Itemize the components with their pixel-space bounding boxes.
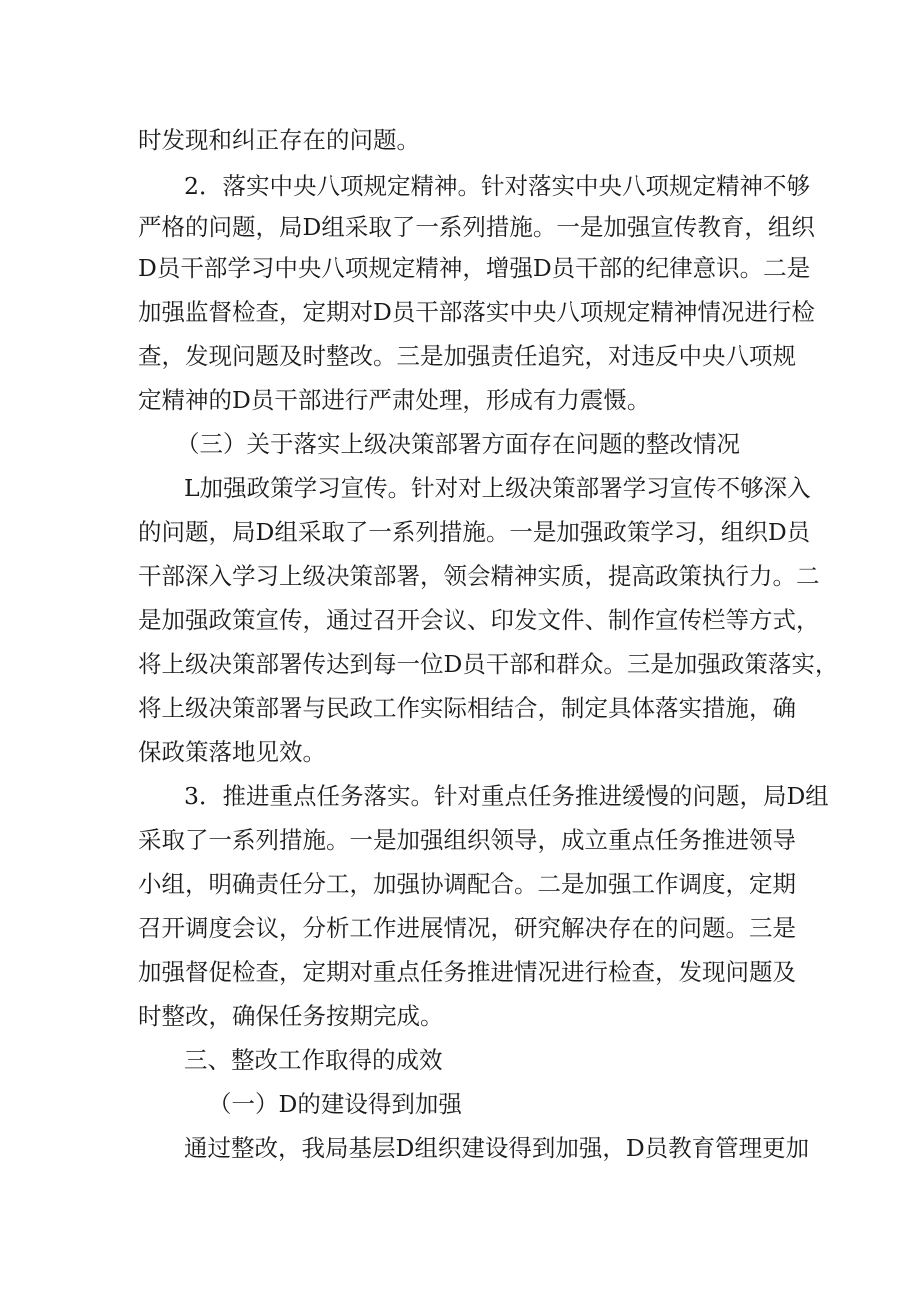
paragraph-line: 将上级决策部署传达到每一位D员干部和群众。三是加强政策落实， bbox=[138, 650, 839, 678]
paragraph-line: 召开调度会议，分析工作进展情况，研究解决存在的问题。三是 bbox=[138, 914, 796, 942]
paragraph-line: 3．推进重点任务落实。针对重点任务推进缓慢的问题，局D组 bbox=[184, 782, 829, 810]
paragraph-line: 时发现和纠正存在的问题。 bbox=[138, 126, 420, 154]
section-heading: 三、整改工作取得的成效 bbox=[184, 1046, 443, 1074]
paragraph-line: 是加强政策宣传，通过召开会议、印发文件、制作宣传栏等方式， bbox=[138, 606, 820, 634]
paragraph-line: 通过整改，我局基层D组织建设得到加强，D员教育管理更加 bbox=[184, 1134, 810, 1162]
paragraph-line: 时整改，确保任务按期完成。 bbox=[138, 1002, 444, 1030]
paragraph-line: L加强政策学习宣传。针对对上级决策部署学习宣传不够深入 bbox=[184, 474, 811, 502]
paragraph-line: 加强监督检查，定期对D员干部落实中央八项规定精神情况进行检 bbox=[138, 298, 815, 326]
paragraph-line: 保政策落地见效。 bbox=[138, 738, 326, 766]
paragraph-line: 定精神的D员干部进行严肃处理，形成有力震慑。 bbox=[138, 386, 651, 414]
paragraph-line: 2．落实中央八项规定精神。针对落实中央八项规定精神不够 bbox=[184, 172, 810, 200]
subsection-heading: （一）D的建设得到加强 bbox=[208, 1090, 462, 1118]
paragraph-line: 查，发现问题及时整改。三是加强责任追究，对违反中央八项规 bbox=[138, 342, 796, 370]
paragraph-line: 采取了一系列措施。一是加强组织领导，成立重点任务推进领导 bbox=[138, 826, 796, 854]
section-heading: （三）关于落实上级决策部署方面存在问题的整改情况 bbox=[176, 430, 740, 458]
paragraph-line: 将上级决策部署与民政工作实际相结合，制定具体落实措施，确 bbox=[138, 694, 796, 722]
paragraph-line: D员干部学习中央八项规定精神，增强D员干部的纪律意识。二是 bbox=[138, 254, 811, 282]
paragraph-line: 加强督促检查，定期对重点任务推进情况进行检查，发现问题及 bbox=[138, 958, 796, 986]
paragraph-line: 小组，明确责任分工，加强协调配合。二是加强工作调度，定期 bbox=[138, 870, 796, 898]
paragraph-line: 的问题，局D组采取了一系列措施。一是加强政策学习，组织D员 bbox=[138, 518, 811, 546]
paragraph-line: 干部深入学习上级决策部署，领会精神实质，提高政策执行力。二 bbox=[138, 562, 820, 590]
paragraph-line: 严格的问题，局D组采取了一系列措施。一是加强宣传教育，组织 bbox=[138, 213, 815, 241]
